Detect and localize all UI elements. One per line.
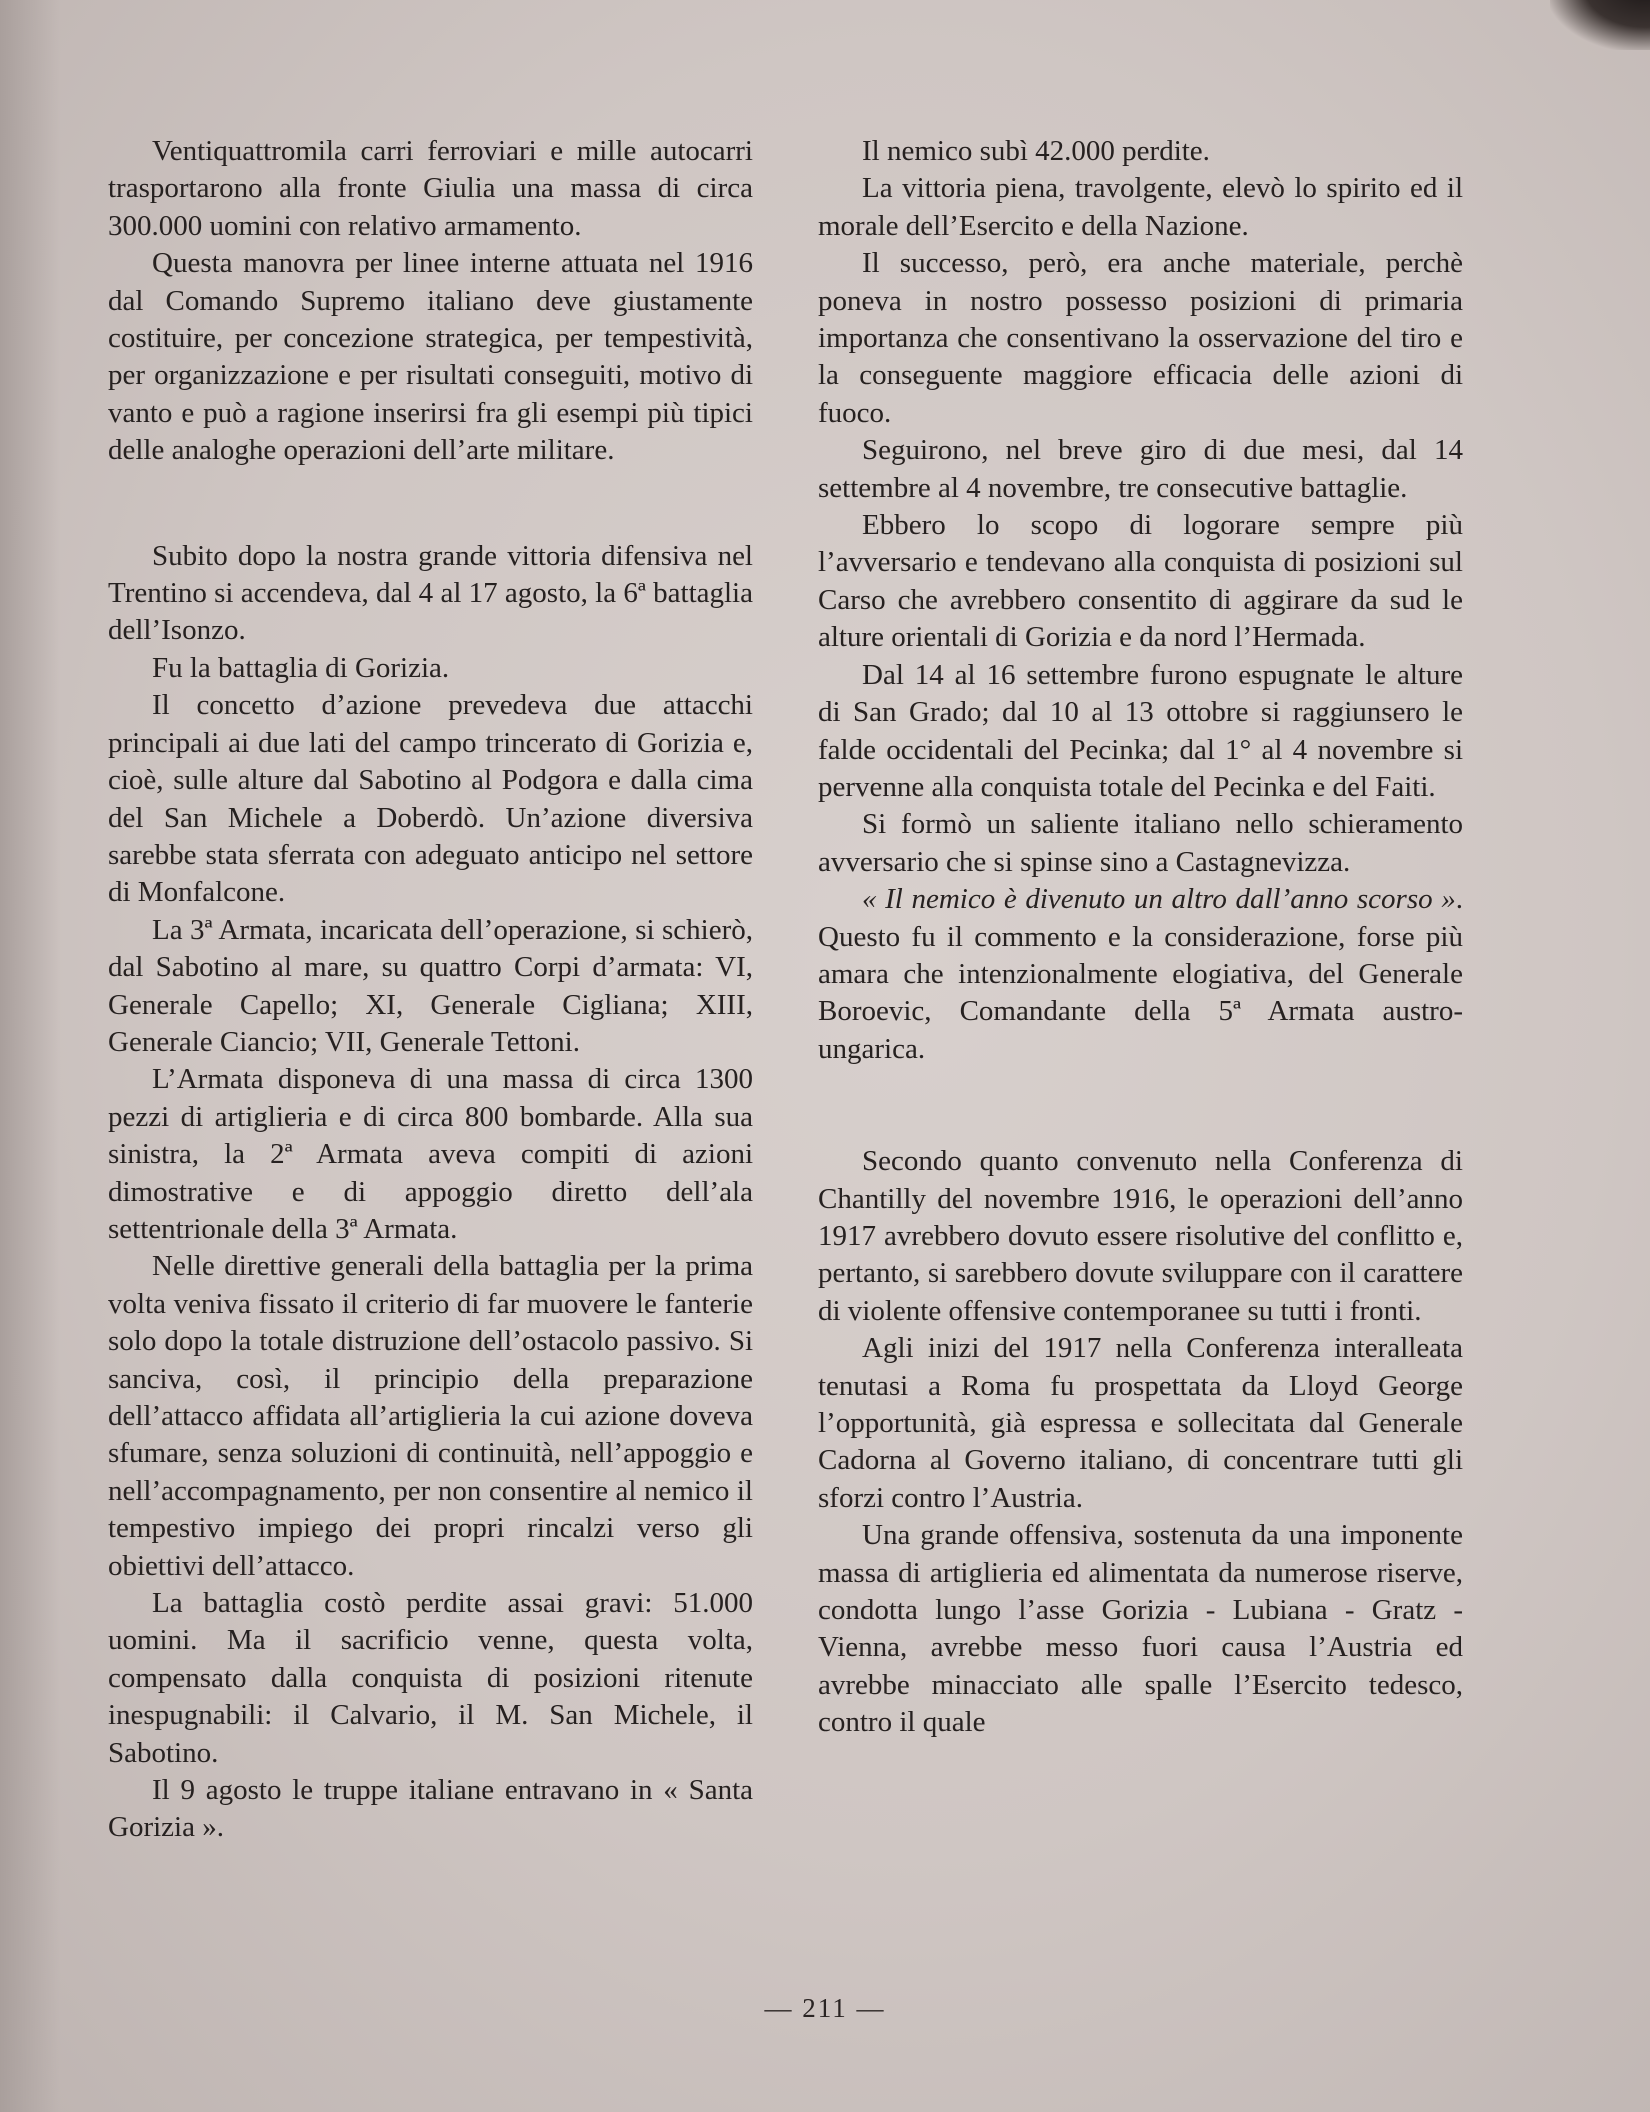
page-gutter-shadow (0, 0, 60, 2112)
corner-shadow (1550, 0, 1650, 50)
paragraph: Nelle direttive generali della battaglia per la prima volta veniva fissato il criterio di far muovere le fanterie solo dopo la totale distruzione dell’ostacolo passivo. Si sanciva, così, il principio della preparazione dell’attacco affidata all’artiglieria la cui azione doveva sfumare, senza soluzioni di continuità, nell’appoggio e nell’accompagnamento, per non consentire al nemico il tempestivo impiego dei propri rincalzi verso gli obiettivi dell’attacco. (108, 1250, 753, 1582)
paragraph: Si formò un saliente italiano nello schieramento avversario che si spinse sino a Castagnevizza. (818, 808, 1463, 878)
right-text-column (818, 133, 1463, 1742)
paragraph: Dal 14 al 16 settembre furono espugnate le alture di San Grado; dal 10 al 13 ottobre si raggiunsero le falde occidentali del Pecinka; dal 1° al 4 novembre si pervenne alla conquista totale del Pecinka e del Faiti. (818, 658, 1463, 803)
paragraph: La vittoria piena, travolgente, elevò lo spirito ed il morale dell’Esercito e della Nazione. (818, 172, 1463, 242)
paragraph: Il concetto d’azione prevedeva due attacchi principali ai due lati del campo trincerato di Gorizia e, cioè, sulle alture dal Sabotino al Podgora e dalla cima del San Michele a Doberdò. Un’azione diversiva sarebbe stata sferrata con adeguato anticipo nel settore di Monfalcone. (108, 689, 753, 909)
paragraph: La battaglia costò perdite assai gravi: 51.000 uomini. Ma il sacrificio venne, questa volta, compensato dalla conquista di posizioni ritenute inespugnabili: il Calvario, il M. San Michele, il Sabotino. (108, 1587, 753, 1769)
paragraph: Agli inizi del 1917 nella Conferenza interalleata tenutasi a Roma fu prospettata da Lloyd George l’opportunità, già espressa e sollecitata dal Generale Cadorna al Governo italiano, di concentrare tutti gli sforzi contro l’Austria. (818, 1332, 1463, 1514)
paragraph: Una grande offensiva, sostenuta da una imponente massa di artiglieria ed alimentata da numerose riserve, condotta lungo l’asse Gorizia - Lubiana - Gratz - Vienna, avrebbe messo fuori causa l’Austria ed avrebbe minacciato alle spalle l’Esercito tedesco, contro il quale (818, 1519, 1463, 1739)
boroevic-quote: « Il nemico è divenuto un altro dall’anno scorso » (862, 883, 1456, 916)
paragraph: L’Armata disponeva di una massa di circa 1300 pezzi di artiglieria e di circa 800 bombarde. Alla sua sinistra, la 2ª Armata aveva compiti di azioni dimostrative e di appoggio diretto dell’ala settentrionale della 3ª Armata. (108, 1063, 753, 1245)
paragraph: Fu la battaglia di Gorizia. (152, 651, 450, 684)
quote-commentary: . Questo fu il commento e la considerazione, forse più amara che intenzionalmente elogiativa, del Generale Boroevic, Comandante della 5ª Armata austro-ungarica. (818, 883, 1463, 1065)
paragraph: Il 9 agosto le truppe italiane entravano in « Santa Gorizia ». (108, 1774, 753, 1844)
paragraph: Ebbero lo scopo di logorare sempre più l’avversario e tendevano alla conquista di posizioni sul Carso che avrebbero consentito di aggirare da sud le alture orientali di Gorizia e da nord l’Hermada. (818, 509, 1463, 654)
paragraph: Ventiquattromila carri ferroviari e mille autocarri trasportarono alla fronte Giulia una massa di circa 300.000 uomini con relativo armamento. (108, 135, 753, 242)
quote-paragraph (818, 881, 1463, 1068)
paragraph: Seguirono, nel breve giro di due mesi, dal 14 settembre al 4 novembre, tre consecutive battaglie. (818, 434, 1463, 504)
paragraph: Il nemico subì 42.000 perdite. (862, 135, 1210, 167)
paragraph: Secondo quanto convenuto nella Conferenza di Chantilly del novembre 1916, le operazioni dell’anno 1917 avrebbero dovuto essere risolutive del conflitto e, pertanto, si sarebbero dovute sviluppare con il carattere di violente offensive contemporanee su tutti i fronti. (818, 1145, 1463, 1327)
left-text-column (108, 133, 753, 1847)
paragraph: Il successo, però, era anche materiale, perchè poneva in nostro possesso posizioni di primaria importanza che consentivano la osservazione del tiro e la conseguente maggiore efficacia delle azioni di fuoco. (818, 247, 1463, 429)
paragraph: La 3ª Armata, incaricata dell’operazione, si schierò, dal Sabotino al mare, su quattro Corpi d’armata: VI, Generale Capello; XI, Generale Cigliana; XIII, Generale Ciancio; VII, Generale Tettoni. (108, 913, 753, 1058)
paragraph: Subito dopo la nostra grande vittoria difensiva nel Trentino si accendeva, dal 4 al 17 agosto, la 6ª battaglia dell’Isonzo. (108, 539, 753, 647)
page-number: — 211 — (764, 1993, 886, 2023)
paragraph: Questa manovra per linee interne attuata nel 1916 dal Comando Supremo italiano deve giustamente costituire, per concezione strategica, per tempestività, per organizzazione e per risultati conseguiti, motivo di vanto e può a ragione inserirsi fra gli esempi più tipici delle analoghe operazioni dell’arte militare. (108, 247, 753, 467)
